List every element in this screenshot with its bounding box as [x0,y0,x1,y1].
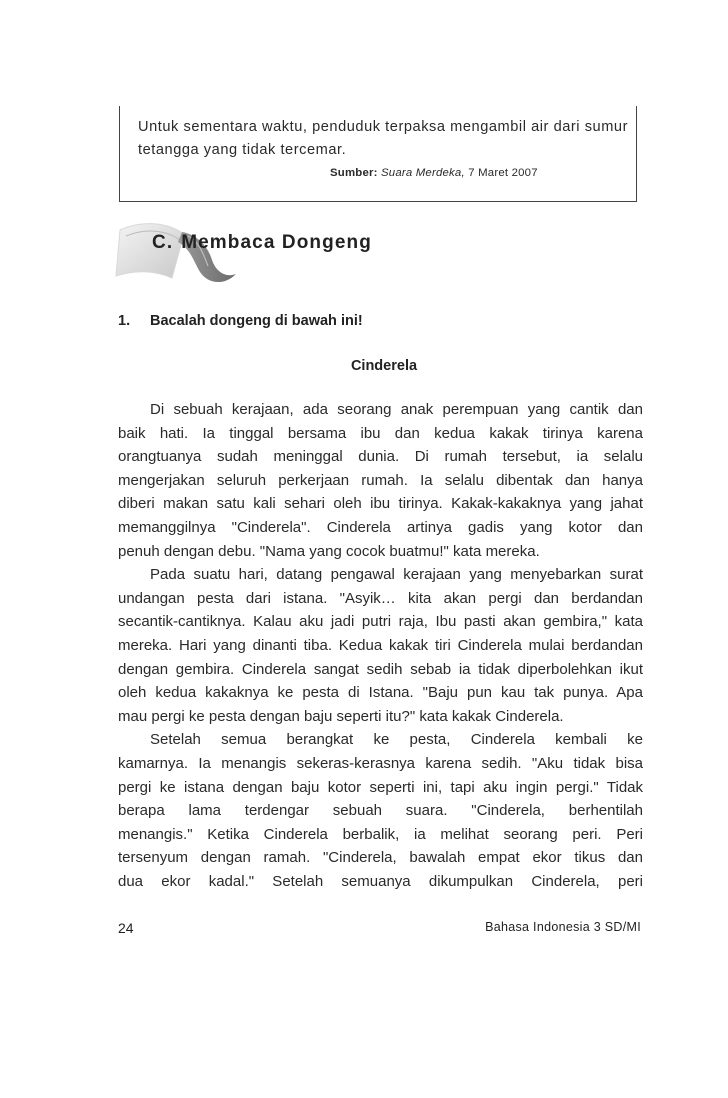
source-box [119,106,637,202]
section-title-text: Membaca Dongeng [181,232,372,253]
story-line: menangis." Ketika Cinderela berbalik, ia melihat seorang peri. Peri [118,825,643,843]
story-line: pergi ke istana dengan baju kotor seperti ini, tapi aku ingin pergi." Tidak [118,778,643,796]
source-date: 7 Maret 2007 [468,167,538,179]
story-line: orangtuanya sudah meninggal dunia. Di rumah tersebut, ia selalu [118,448,643,466]
story-line: dengan gembira. Cinderela sangat sedih sebab ia tidak diperbolehkan ikut [118,660,643,678]
section-letter: C. [152,232,174,253]
story-line: mereka. Hari yang dinanti tiba. Kedua kakak tiri Cinderela mulai berdandan [118,636,643,654]
story-line: mau pergi ke pesta dengan baju seperti itu?" kata kakak Cinderela. [118,707,564,725]
story-line: secantik-cantiknya. Kalau aku jadi putri raja, Ibu pasti akan gembira," kata [118,613,643,631]
instruction-text: Bacalah dongeng di bawah ini! [150,313,363,329]
instruction [118,313,363,329]
story-line: Pada suatu hari, datang pengawal kerajaan yang menyebarkan surat [150,566,643,584]
story-title: Cinderela [350,358,418,374]
story-line: berapa lama terdengar sebuah suara. "Cinderela, berhentilah [118,802,643,820]
section-title [152,232,372,254]
source-publication: Suara Merdeka, [380,167,465,179]
section-heading [112,212,412,292]
story-line: kamarnya. Ia menangis sekeras-kerasnya karena sedih. "Aku tidak bisa [118,754,643,772]
instruction-number: 1. [118,313,131,329]
source-citation [330,167,538,179]
story-line: diberi makan satu kali sehari oleh ibu tirinya. Kakak-kakaknya yang jahat [118,495,643,513]
story-line: penuh dengan debu. "Nama yang cocok buatmu!" kata mereka. [118,542,540,560]
story-line: Setelah semua berangkat ke pesta, Cinderela kembali ke [150,731,643,749]
story-line: memanggilnya "Cinderela". Cinderela artinya gadis yang kotor dan [118,518,643,536]
story-line: tersenyum dengan ramah. "Cinderela, bawalah empat ekor tikus dan [118,849,643,867]
story-line: dua ekor kadal." Setelah semuanya dikumpulkan Cinderela, peri [118,872,643,890]
page-number: 24 [118,920,134,936]
book-title: Bahasa Indonesia 3 SD/MI [485,920,641,934]
story-line: oleh kedua kakaknya ke pesta di Istana. "Baju pun kau tak punya. Apa [118,684,643,702]
story-line: mengerjakan seluruh perkerjaan rumah. Ia selalu dibentak dan hanya [118,471,643,489]
source-label: Sumber: [330,167,378,179]
source-text: Untuk sementara waktu, penduduk terpaksa mengambil air dari sumur tetangga yang tidak tercemar. [138,119,629,158]
story-line: baik hati. Ia tinggal bersama ibu dan kedua kakak tirinya karena [118,424,643,442]
story-body [118,398,643,893]
story-line: Di sebuah kerajaan, ada seorang anak perempuan yang cantik dan [150,401,643,418]
story-line: undangan pesta dari istana. "Asyik… kita akan pergi dan berdandan [118,589,643,607]
